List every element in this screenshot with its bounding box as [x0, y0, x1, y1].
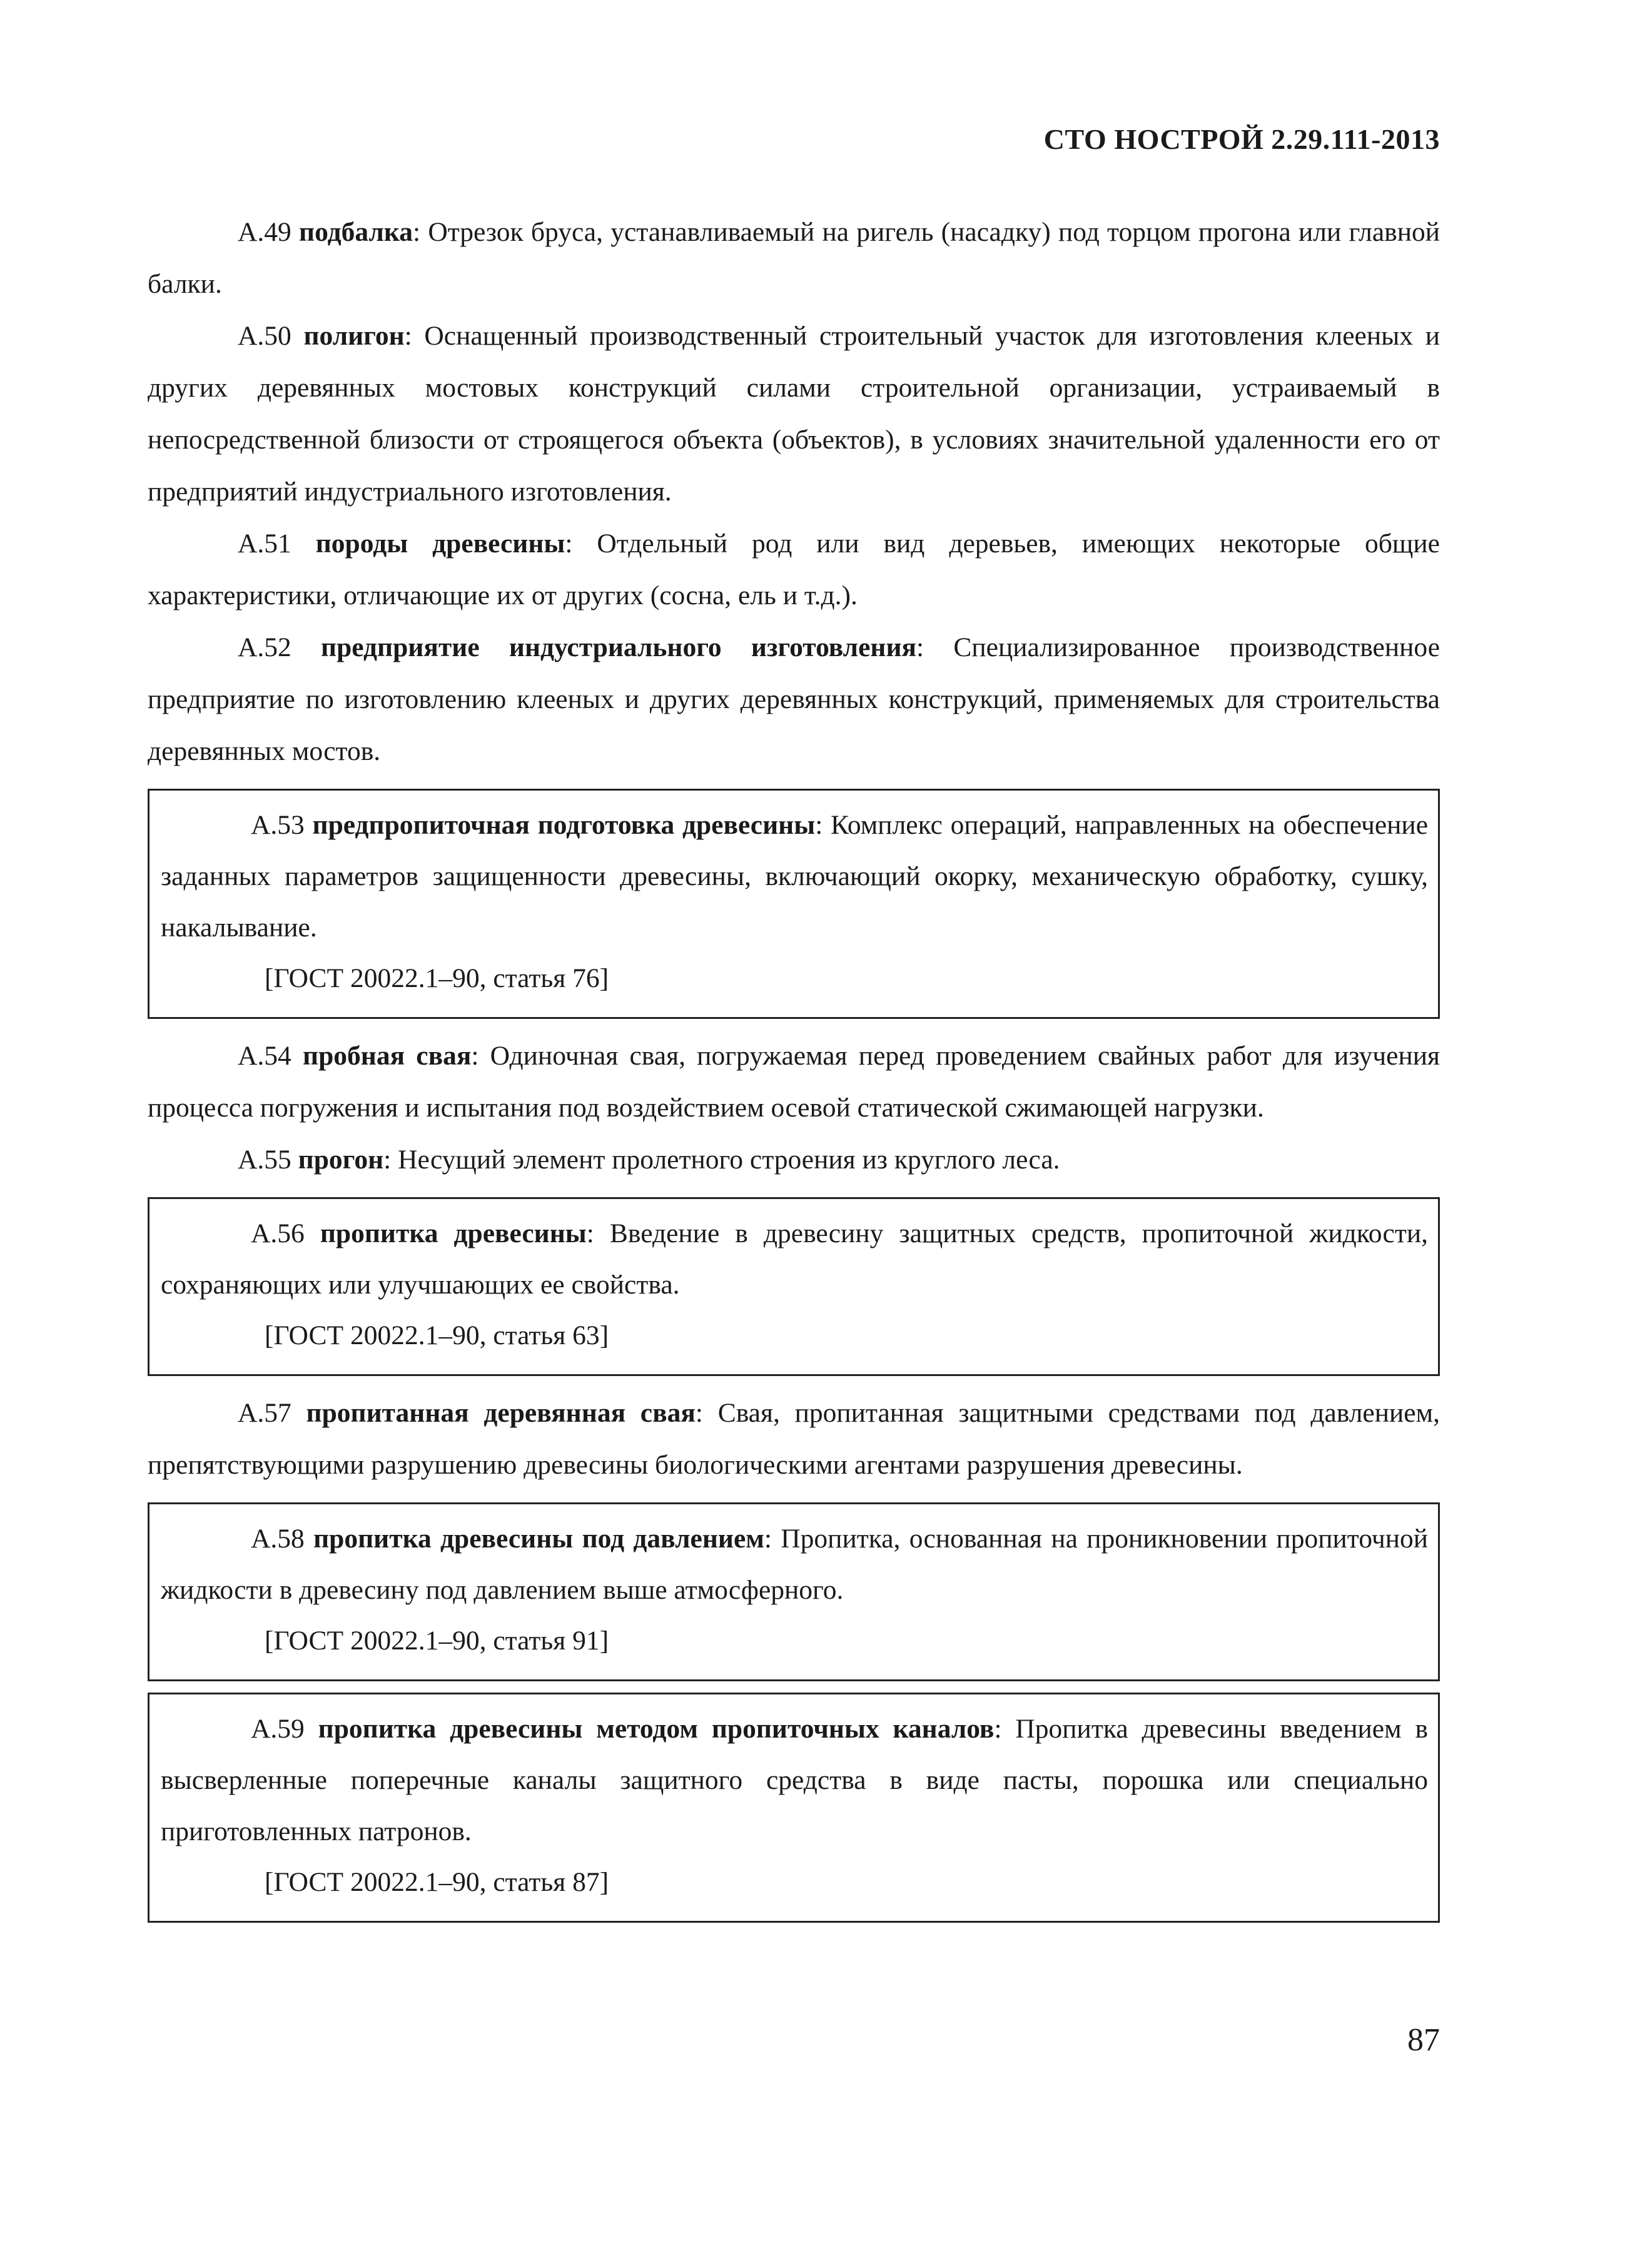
entry-term: породы древесины [315, 529, 565, 559]
entry-number: А.49 [238, 217, 291, 247]
entry-definition: : Специализированное производственное предприятие по изготовлению клееных и других деревянных конструкций, применяемых для строительства деревянных мостов. [148, 632, 1440, 766]
glossary-content [148, 206, 1440, 1934]
entry-definition: : Несущий элемент пролетного строения из круглого леса. [383, 1145, 1060, 1175]
entry-number: А.50 [238, 321, 291, 351]
entry-term: пропитанная деревянная свая [306, 1398, 696, 1428]
entry-term: пропитка древесины под давлением [313, 1524, 764, 1554]
glossary-entry [148, 1134, 1440, 1186]
entry-number: А.57 [238, 1398, 291, 1428]
glossary-entry [148, 1387, 1440, 1491]
quoted-definition-box [148, 1693, 1440, 1923]
entry-term: пропитка древесины [320, 1218, 587, 1248]
entry-term: прогон [298, 1145, 384, 1175]
quoted-definition-box [148, 1502, 1440, 1681]
entry-number: А.54 [238, 1041, 291, 1071]
glossary-entry [148, 310, 1440, 518]
entry-definition: : Отрезок бруса, устанавливаемый на ригель (насадку) под торцом прогона или главной балки. [148, 217, 1440, 299]
entry-definition: : Свая, пропитанная защитными средствами под давлением, препятствующими разрушению древесины биологическими агентами разрушения древесины. [148, 1398, 1440, 1480]
quoted-definition-box [148, 1197, 1440, 1376]
entry-definition: : Введение в древесину защитных средств, пропиточной жидкости, сохраняющих или улучшающих ее свойства. [161, 1218, 1428, 1300]
entry-number: А.59 [251, 1714, 305, 1744]
entry-definition: : Оснащенный производственный строительный участок для изготовления клееных и других деревянных мостовых конструкций силами строительной организации, устраиваемый в непосредственной близости от строящегося объекта (объектов), в условиях значительной удаленности его от предприятий индустриального изготовления. [148, 321, 1440, 507]
page-number: 87 [1407, 2022, 1440, 2058]
entry-definition: : Пропитка древесины введением в высверленные поперечные каналы защитного средства в виде пасты, порошка или специально приготовленных патронов. [161, 1714, 1429, 1846]
glossary-entry [161, 1703, 1428, 1857]
document-code-header: СТО НОСТРОЙ 2.29.111-2013 [1043, 123, 1440, 155]
entry-number: А.53 [251, 810, 305, 840]
entry-number: А.52 [238, 632, 291, 662]
entry-term: предприятие индустриального изготовления [321, 632, 917, 662]
glossary-entry [148, 622, 1440, 777]
entry-term: пробная свая [303, 1041, 472, 1071]
source-reference: [ГОСТ 20022.1–90, статья 91] [265, 1626, 609, 1656]
glossary-entry [161, 799, 1428, 953]
entry-number: А.56 [251, 1218, 305, 1248]
entry-term: подбалка [299, 217, 413, 247]
entry-term: полигон [303, 321, 405, 351]
entry-definition: : Одиночная свая, погружаемая перед проведением свайных работ для изучения процесса погружения и испытания под воздействием осевой статической сжимающей нагрузки. [148, 1041, 1440, 1123]
glossary-entry [161, 1208, 1428, 1310]
quoted-definition-box [148, 789, 1440, 1019]
entry-number: А.51 [238, 529, 291, 559]
entry-number: А.55 [238, 1145, 291, 1175]
glossary-entry [161, 1513, 1428, 1616]
glossary-entry [148, 518, 1440, 622]
entry-definition: : Отдельный род или вид деревьев, имеющих некоторые общие характеристики, отличающие их от других (сосна, ель и т.д.). [148, 529, 1440, 610]
entry-number: А.58 [251, 1524, 305, 1554]
entry-term: предпропиточная подготовка древесины [312, 810, 816, 840]
glossary-entry [148, 1030, 1440, 1134]
glossary-entry [148, 206, 1440, 310]
entry-term: пропитка древесины методом пропиточных каналов [318, 1714, 995, 1744]
source-reference: [ГОСТ 20022.1–90, статья 76] [265, 963, 609, 993]
source-reference: [ГОСТ 20022.1–90, статья 63] [265, 1320, 609, 1350]
source-reference: [ГОСТ 20022.1–90, статья 87] [265, 1867, 609, 1897]
entry-definition: : Пропитка, основанная на проникновении пропиточной жидкости в древесину под давлением выше атмосферного. [161, 1524, 1429, 1605]
entry-definition: : Комплекс операций, направленных на обеспечение заданных параметров защищенности древесины, включающий окорку, механическую обработку, сушку, накалывание. [161, 810, 1429, 943]
